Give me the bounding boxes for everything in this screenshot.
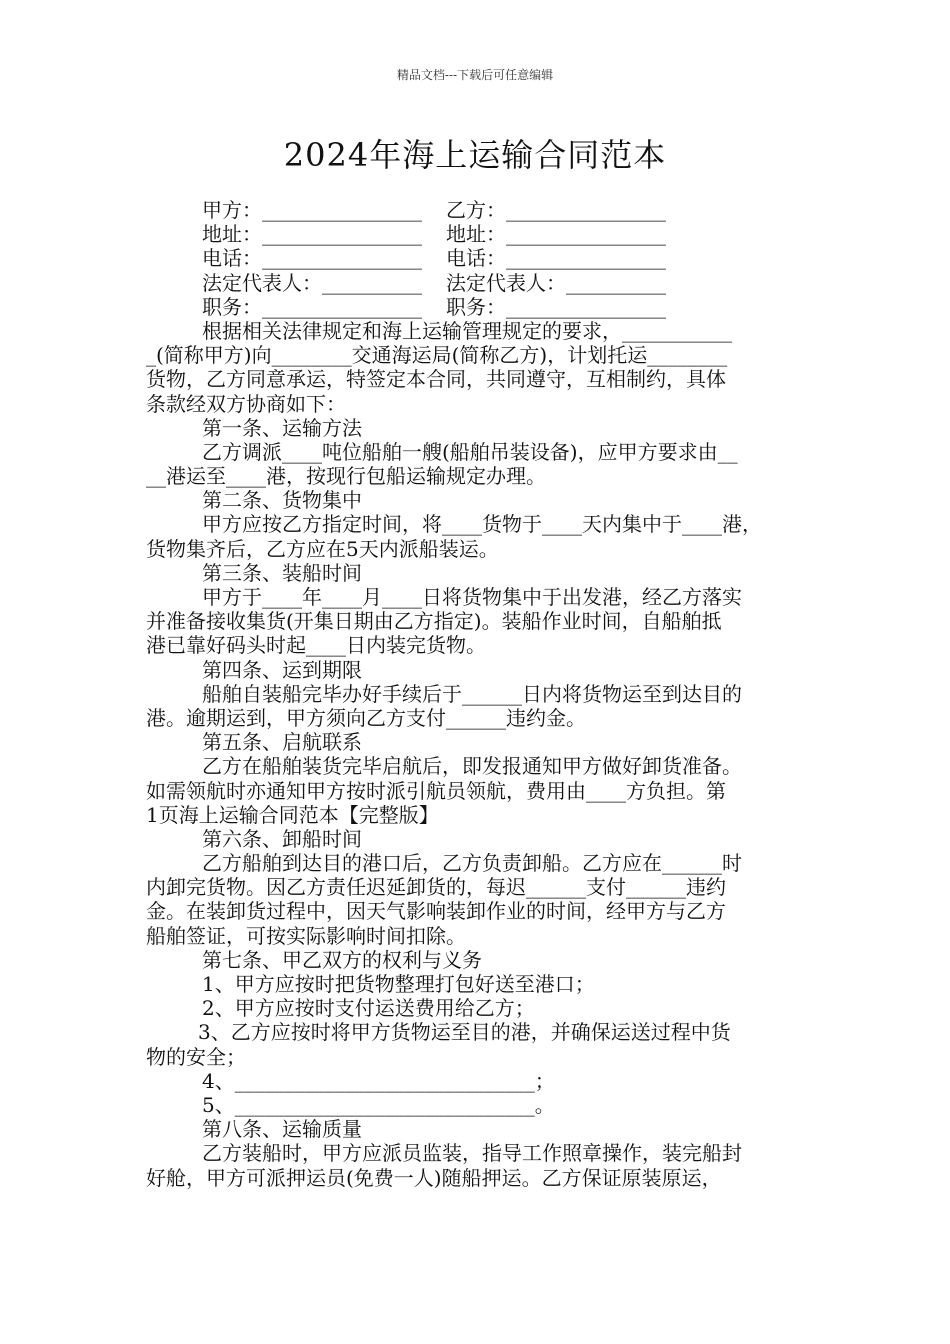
body-line: 货物，乙方同意承运，特签定本合同，共同遵守，互相制约，具体 [146, 367, 726, 392]
party-b-field: 地址：________________ [446, 222, 666, 247]
article-heading: 第八条、运输质量 [202, 1117, 362, 1142]
body-line: 港已靠好码头时起____日内装完货物。 [146, 633, 486, 658]
body-line: 并准备接收集货(开集日期由乙方指定)。装船作业时间，自船舶抵 [146, 609, 722, 634]
body-line: 条款经双方协商如下： [146, 391, 346, 416]
party-a-field: 职务：________________ [202, 294, 422, 319]
body-line: 好舱，甲方可派押运员(免费一人)随船押运。乙方保证原装原运， [146, 1165, 722, 1190]
body-line: 物的安全； [146, 1044, 246, 1069]
body-line: 甲方应按乙方指定时间，将____货物于____天内集中于____港， [202, 512, 762, 537]
party-a-field: 法定代表人：__________ [202, 270, 422, 295]
body-line: 港。逾期运到，甲方须向乙方支付______违约金。 [146, 705, 586, 730]
body-line: 船舶签证，可按实际影响时间扣除。 [146, 923, 466, 948]
list-item: 1、甲方应按时把货物整理打包好送至港口； [202, 972, 595, 996]
body-line: 内卸完货物。因乙方责任迟延卸货的，每迟______支付______违约 [146, 875, 726, 900]
party-line [146, 271, 806, 295]
article-heading: 第五条、启航联系 [202, 730, 362, 755]
party-b-field: 职务：________________ [446, 294, 666, 319]
party-a-field: 电话：________________ [202, 246, 422, 271]
contract-body [146, 198, 806, 1190]
body-line: 甲方于____年____月____日将货物集中于出发港，经乙方落实 [202, 585, 742, 609]
body-line: 乙方在船舶装货完毕启航后，即发报通知甲方做好卸货准备。 [202, 754, 742, 779]
party-a-field: 甲方：________________ [202, 198, 422, 222]
party-line [146, 246, 806, 270]
article-heading: 第七条、甲乙双方的权利与义务 [202, 947, 482, 972]
article-heading: 第二条、货物集中 [202, 488, 362, 513]
body-line: 1页海上运输合同范本【完整版】 [146, 802, 439, 827]
document-title: 2024年海上运输合同范本 [283, 136, 667, 174]
body-line: 金。在装卸货过程中，因天气影响装卸作业的时间，经甲方与乙方 [146, 899, 726, 924]
body-line: 根据相关法律规定和海上运输管理规定的要求，___________ [202, 318, 732, 343]
party-b-field: 电话：________________ [446, 246, 666, 271]
article-heading: 第四条、运到期限 [202, 657, 362, 682]
party-line [146, 198, 806, 222]
list-item: 3、乙方应按时将甲方货物运至目的港，并确保运送过程中货 [198, 1020, 731, 1045]
party-b-field: 法定代表人：__________ [446, 270, 666, 295]
body-line: 船舶自装船完毕办好手续后于______日内将货物运至到达目的 [202, 681, 742, 706]
article-heading: 第三条、装船时间 [202, 560, 362, 585]
list-item: 5、______________________________。 [202, 1092, 555, 1117]
body-line: __港运至____港，按现行包船运输规定办理。 [146, 464, 546, 489]
article-heading: 第六条、卸船时间 [202, 826, 362, 851]
party-b-field: 乙方：________________ [446, 198, 666, 222]
page-header: 精品文档---下载后可任意编辑 [396, 68, 554, 82]
party-line [146, 295, 806, 319]
body-line: _(简称甲方)向________交通海运局(简称乙方)，计划托运________ [146, 343, 728, 368]
body-line: 如需领航时亦通知甲方按时派引航员领航，费用由____方负担。第 [146, 778, 726, 803]
party-a-field: 地址：________________ [202, 222, 422, 247]
body-line: 乙方调派____吨位船舶一艘(船舶吊装设备)，应甲方要求由__ [202, 439, 738, 464]
body-line: 货物集齐后，乙方应在5天内派船装运。 [146, 536, 499, 561]
party-line [146, 222, 806, 246]
list-item: 4、______________________________； [202, 1068, 555, 1093]
body-line: 乙方船舶到达目的港口后，乙方负责卸船。乙方应在______时 [202, 851, 742, 876]
article-heading: 第一条、运输方法 [202, 415, 362, 440]
list-item: 2、甲方应按时支付运送费用给乙方； [202, 996, 535, 1021]
body-line: 乙方装船时，甲方应派员监装，指导工作照章操作，装完船封 [202, 1141, 742, 1166]
